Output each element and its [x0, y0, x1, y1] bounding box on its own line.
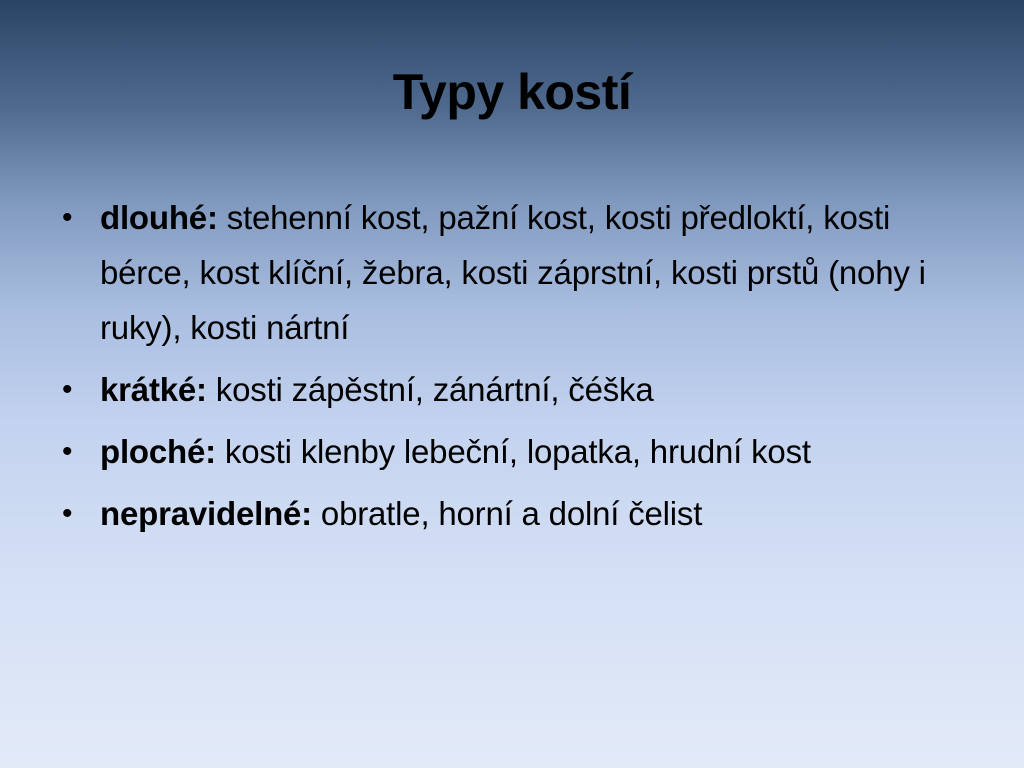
bullet-text: stehenní kost, pažní kost, kosti předloktí, kosti bérce, kost klíční, žebra, kosti záprstní, kosti prstů (nohy i ruky), kosti nártní	[100, 199, 926, 346]
bullet-text: kosti klenby lebeční, lopatka, hrudní kost	[215, 433, 811, 470]
bullet-item-long-bones	[62, 190, 942, 355]
bullet-icon: •	[62, 373, 73, 406]
bullet-icon: •	[62, 201, 73, 234]
bullet-term: krátké:	[100, 371, 207, 408]
slide-title: Typy kostí	[392, 64, 632, 120]
bullet-text: kosti zápěstní, zánártní, čéška	[206, 371, 654, 408]
bullet-term: nepravidelné:	[100, 495, 312, 532]
bullet-list	[62, 190, 942, 548]
bullet-item-short-bones	[62, 362, 942, 417]
bullet-term: ploché:	[100, 433, 216, 470]
bullet-icon: •	[62, 497, 73, 530]
bullet-term: dlouhé:	[100, 199, 218, 236]
bullet-item-irregular-bones	[62, 486, 942, 541]
bullet-item-flat-bones	[62, 424, 942, 479]
bullet-icon: •	[62, 435, 73, 468]
bullet-text: obratle, horní a dolní čelist	[311, 495, 703, 532]
